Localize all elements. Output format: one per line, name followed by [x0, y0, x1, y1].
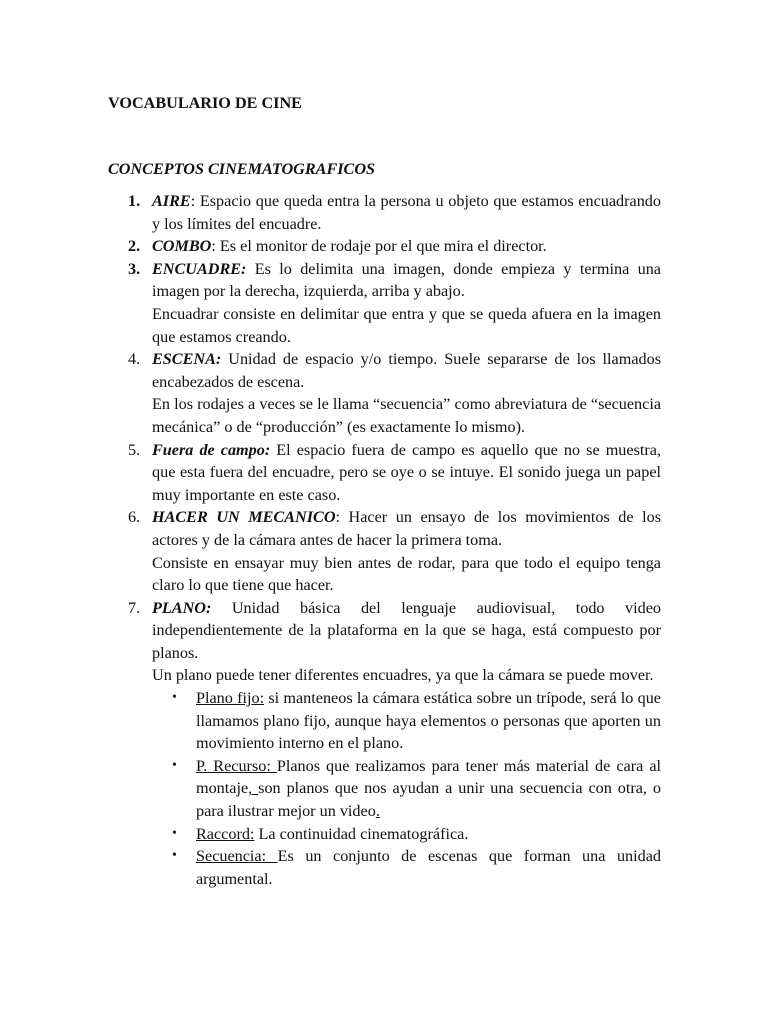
term-label: AIRE: [152, 192, 191, 210]
sub-item-plano-fijo: [152, 687, 661, 755]
item-number: 6.: [128, 508, 141, 527]
item-paragraph: [152, 190, 661, 235]
term-label: P. Recurso:: [196, 756, 277, 775]
item-paragraph: [152, 597, 661, 665]
term-label: COMBO: [152, 237, 212, 256]
item-number: 1.: [128, 192, 141, 210]
term-definition: Es un conjunto de escenas que forman una unidad argumental.: [196, 847, 662, 888]
term-definition: : Es el monitor de rodaje por el que mira el director.: [211, 237, 547, 256]
term-definition: : Hacer un ensayo de los movimientos de los actores y de la cámara antes de hacer la primera toma.: [152, 508, 661, 549]
item-paragraph: [152, 235, 661, 258]
term-definition-comma: ,: [248, 779, 259, 798]
term-definition: Planos que realizamos para tener más material de cara al montaje: [196, 756, 661, 798]
item-paragraph: [152, 439, 661, 507]
list-item-aire: [108, 190, 661, 235]
page-title: VOCABULARIO DE CINE: [108, 94, 302, 112]
term-label: PLANO:: [152, 598, 212, 617]
term-definition: Unidad de espacio y/o tiempo. Suele separarse de los llamados encabezados de escena.: [152, 350, 661, 391]
sub-item-raccord: [152, 823, 661, 846]
bullet-icon: •: [172, 848, 177, 864]
term-definition-cont: son planos que nos ayudan a unir una secuencia con otra, o para ilustrar mejor un video: [196, 779, 661, 821]
term-definition: La continuidad cinematográfica.: [254, 824, 469, 843]
term-label: ENCUADRE:: [152, 259, 247, 278]
item-number: 4.: [128, 350, 141, 369]
item-extra-paragraph: Consiste en ensayar muy bien antes de rodar, para que todo el equipo tenga claro lo que tiene que hacer.: [152, 553, 661, 595]
item-number: 3.: [128, 259, 141, 278]
list-item-encuadre: [108, 258, 661, 348]
bullet-icon: •: [172, 825, 177, 841]
list-item-combo: [108, 235, 661, 258]
item-number: 2.: [128, 237, 141, 256]
sub-item-recurso: [152, 755, 661, 823]
item-paragraph: [152, 258, 661, 303]
item-number: 7.: [128, 598, 141, 617]
term-label: Secuencia:: [196, 847, 278, 866]
term-label: HACER UN MECANICO: [152, 508, 336, 527]
item-paragraph: [152, 348, 661, 393]
term-definition: Unidad básica del lenguaje audiovisual, todo video independientemente de la plataforma en la que se haga, está compuesto por planos.: [152, 598, 661, 662]
term-definition: si manteneos la cámara estática sobre un trípode, será lo que llamamos plano fijo, aunque haya elementos o personas que aporten un movimiento interno en el plano.: [196, 689, 661, 753]
item-extra-paragraph: Un plano puede tener diferentes encuadres, ya que la cámara se puede mover.: [152, 666, 654, 685]
term-label: Raccord:: [196, 824, 255, 843]
term-definition: : Espacio que queda entra la persona u objeto que estamos encuadrando y los límites del encuadre.: [152, 192, 661, 233]
list-item-escena: [108, 348, 661, 438]
item-extra-paragraph: En los rodajes a veces se le llama “secuencia” como abreviatura de “secuencia mecánica” o de “producción” (es exactamente lo mismo).: [152, 395, 661, 436]
list-item-hacer-un-mecanico: [108, 506, 661, 596]
term-definition: Es lo delimita una imagen, donde empieza y termina una imagen por la derecha, izquierda, arriba y abajo.: [152, 259, 661, 301]
item-extra-paragraph: Encuadrar consiste en delimitar que entra y que se queda afuera en la imagen que estamos creando.: [152, 304, 661, 346]
term-label: Plano fijo:: [196, 689, 265, 708]
bullet-icon: •: [172, 690, 177, 706]
item-paragraph: [152, 506, 661, 551]
term-label: Fuera de campo:: [152, 440, 271, 459]
list-item-plano: [108, 597, 661, 891]
bullet-icon: •: [172, 757, 177, 773]
term-label: ESCENA:: [152, 350, 222, 369]
section-heading: CONCEPTOS CINEMATOGRAFICOS: [108, 160, 376, 178]
term-definition-period: .: [375, 802, 380, 821]
item-number: 5.: [128, 440, 141, 459]
list-item-fuera-de-campo: [108, 439, 661, 507]
sub-item-secuencia: [152, 845, 661, 890]
term-definition: El espacio fuera de campo es aquello que no se muestra, que esta fuera del encuadre, pero se oye o se intuye. El sonido juega un papel muy importante en este caso.: [152, 440, 661, 504]
concepts-list: [108, 190, 661, 890]
plano-types-list: [152, 687, 661, 890]
